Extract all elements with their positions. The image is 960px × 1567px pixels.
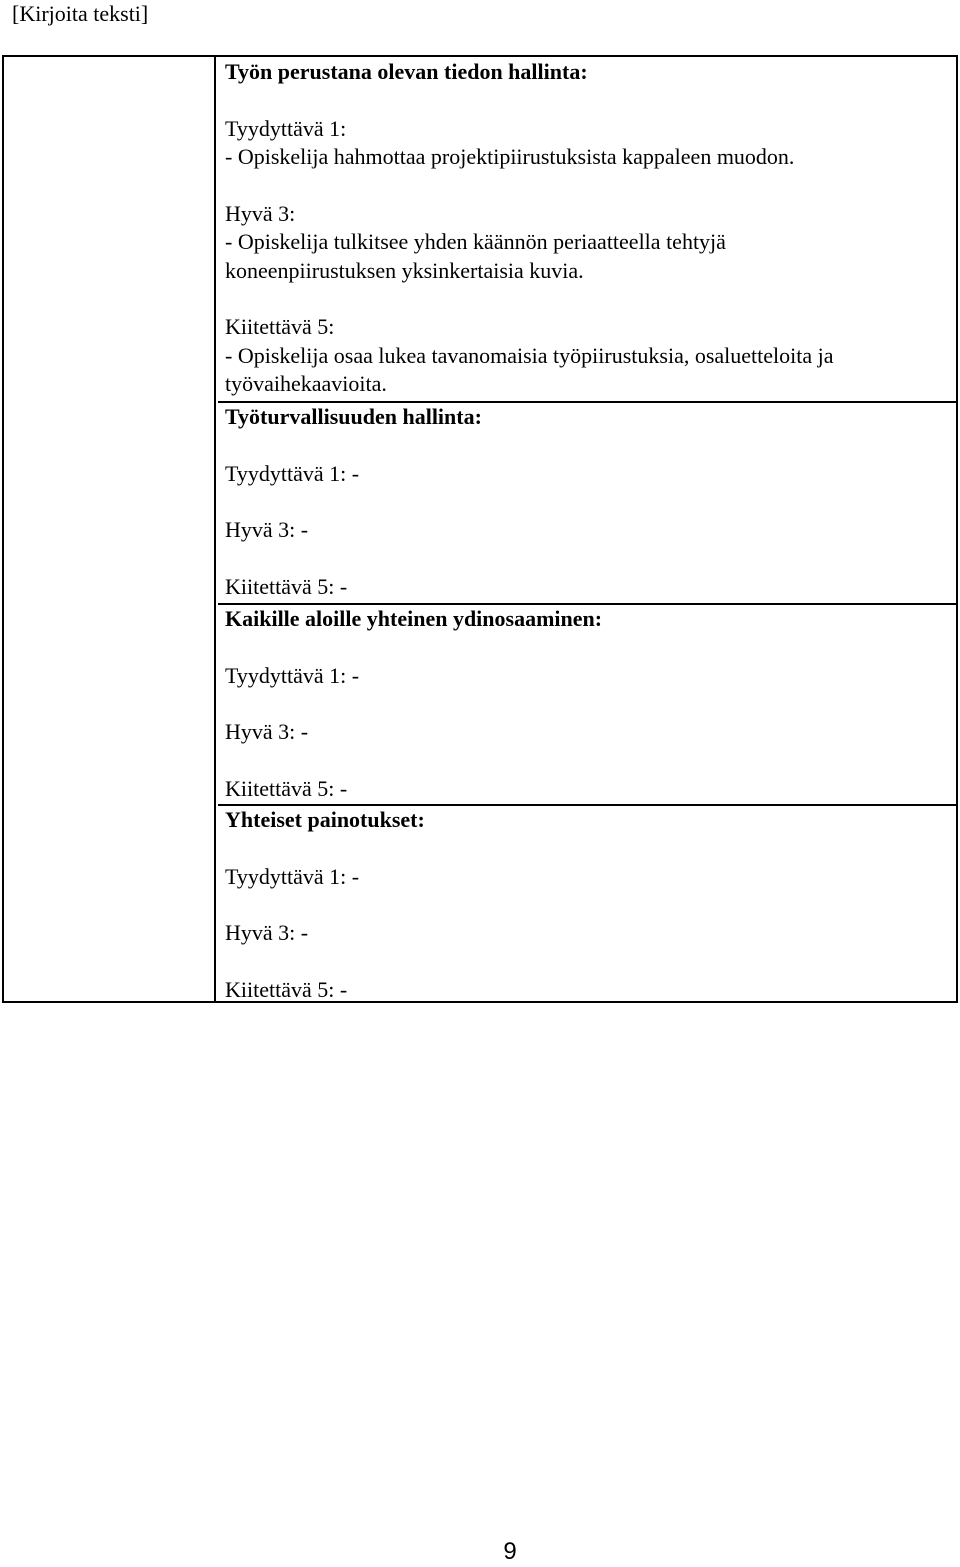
spacer — [225, 948, 956, 976]
spacer — [225, 545, 956, 573]
grade-label-good: Hyvä 3: — [225, 200, 296, 226]
spacer — [225, 432, 956, 460]
section-heading: Työn perustana olevan tiedon hallinta: — [225, 59, 588, 84]
spacer — [225, 285, 956, 313]
section-heading: Työturvallisuuden hallinta: — [225, 404, 482, 429]
spacer — [225, 488, 956, 516]
criteria-left-column — [4, 57, 216, 1001]
grade-label-satisfactory: Tyydyttävä 1: - — [225, 460, 360, 486]
header-placeholder-text: [Kirjoita teksti] — [12, 1, 149, 26]
spacer — [225, 634, 956, 662]
grade-label-satisfactory: Tyydyttävä 1: - — [225, 662, 360, 688]
spacer — [225, 690, 956, 718]
spacer — [225, 87, 956, 115]
section-heading: Yhteiset painotukset: — [225, 807, 425, 832]
criteria-table — [2, 55, 958, 1003]
grade-description: - Opiskelija osaa lukea tavanomaisia työpiirustuksia, osaluetteloita ja — [225, 342, 834, 368]
grade-label-good: Hyvä 3: - — [225, 920, 309, 945]
grade-description: - Opiskelija tulkitsee yhden käännön periaatteella tehtyjä — [225, 229, 726, 254]
grade-label-satisfactory: Tyydyttävä 1: - — [225, 863, 360, 889]
grade-description: - Opiskelija hahmottaa projektipiirustuksista kappaleen muodon. — [225, 144, 795, 169]
section-knowledge — [218, 57, 956, 401]
spacer — [225, 835, 956, 863]
grade-label-good: Hyvä 3: - — [225, 517, 309, 542]
section-safety — [218, 401, 956, 603]
section-core-competence — [218, 603, 956, 804]
grade-description: koneenpiirustuksen yksinkertaisia kuvia. — [225, 257, 584, 283]
grade-description: työvaihekaavioita. — [225, 371, 387, 396]
grade-label-excellent: Kiitettävä 5: - — [225, 573, 348, 599]
section-heading: Kaikille aloille yhteinen ydinosaaminen: — [225, 606, 603, 631]
spacer — [225, 891, 956, 919]
section-common-emphases — [218, 804, 956, 1001]
spacer — [225, 172, 956, 200]
grade-label-excellent: Kiitettävä 5: - — [225, 775, 348, 801]
grade-label-excellent: Kiitettävä 5: — [225, 314, 335, 339]
grade-label-satisfactory: Tyydyttävä 1: — [225, 115, 347, 141]
grade-label-good: Hyvä 3: - — [225, 719, 309, 744]
grade-label-excellent: Kiitettävä 5: - — [225, 976, 348, 1002]
spacer — [225, 747, 956, 775]
page-number: 9 — [503, 1538, 517, 1565]
